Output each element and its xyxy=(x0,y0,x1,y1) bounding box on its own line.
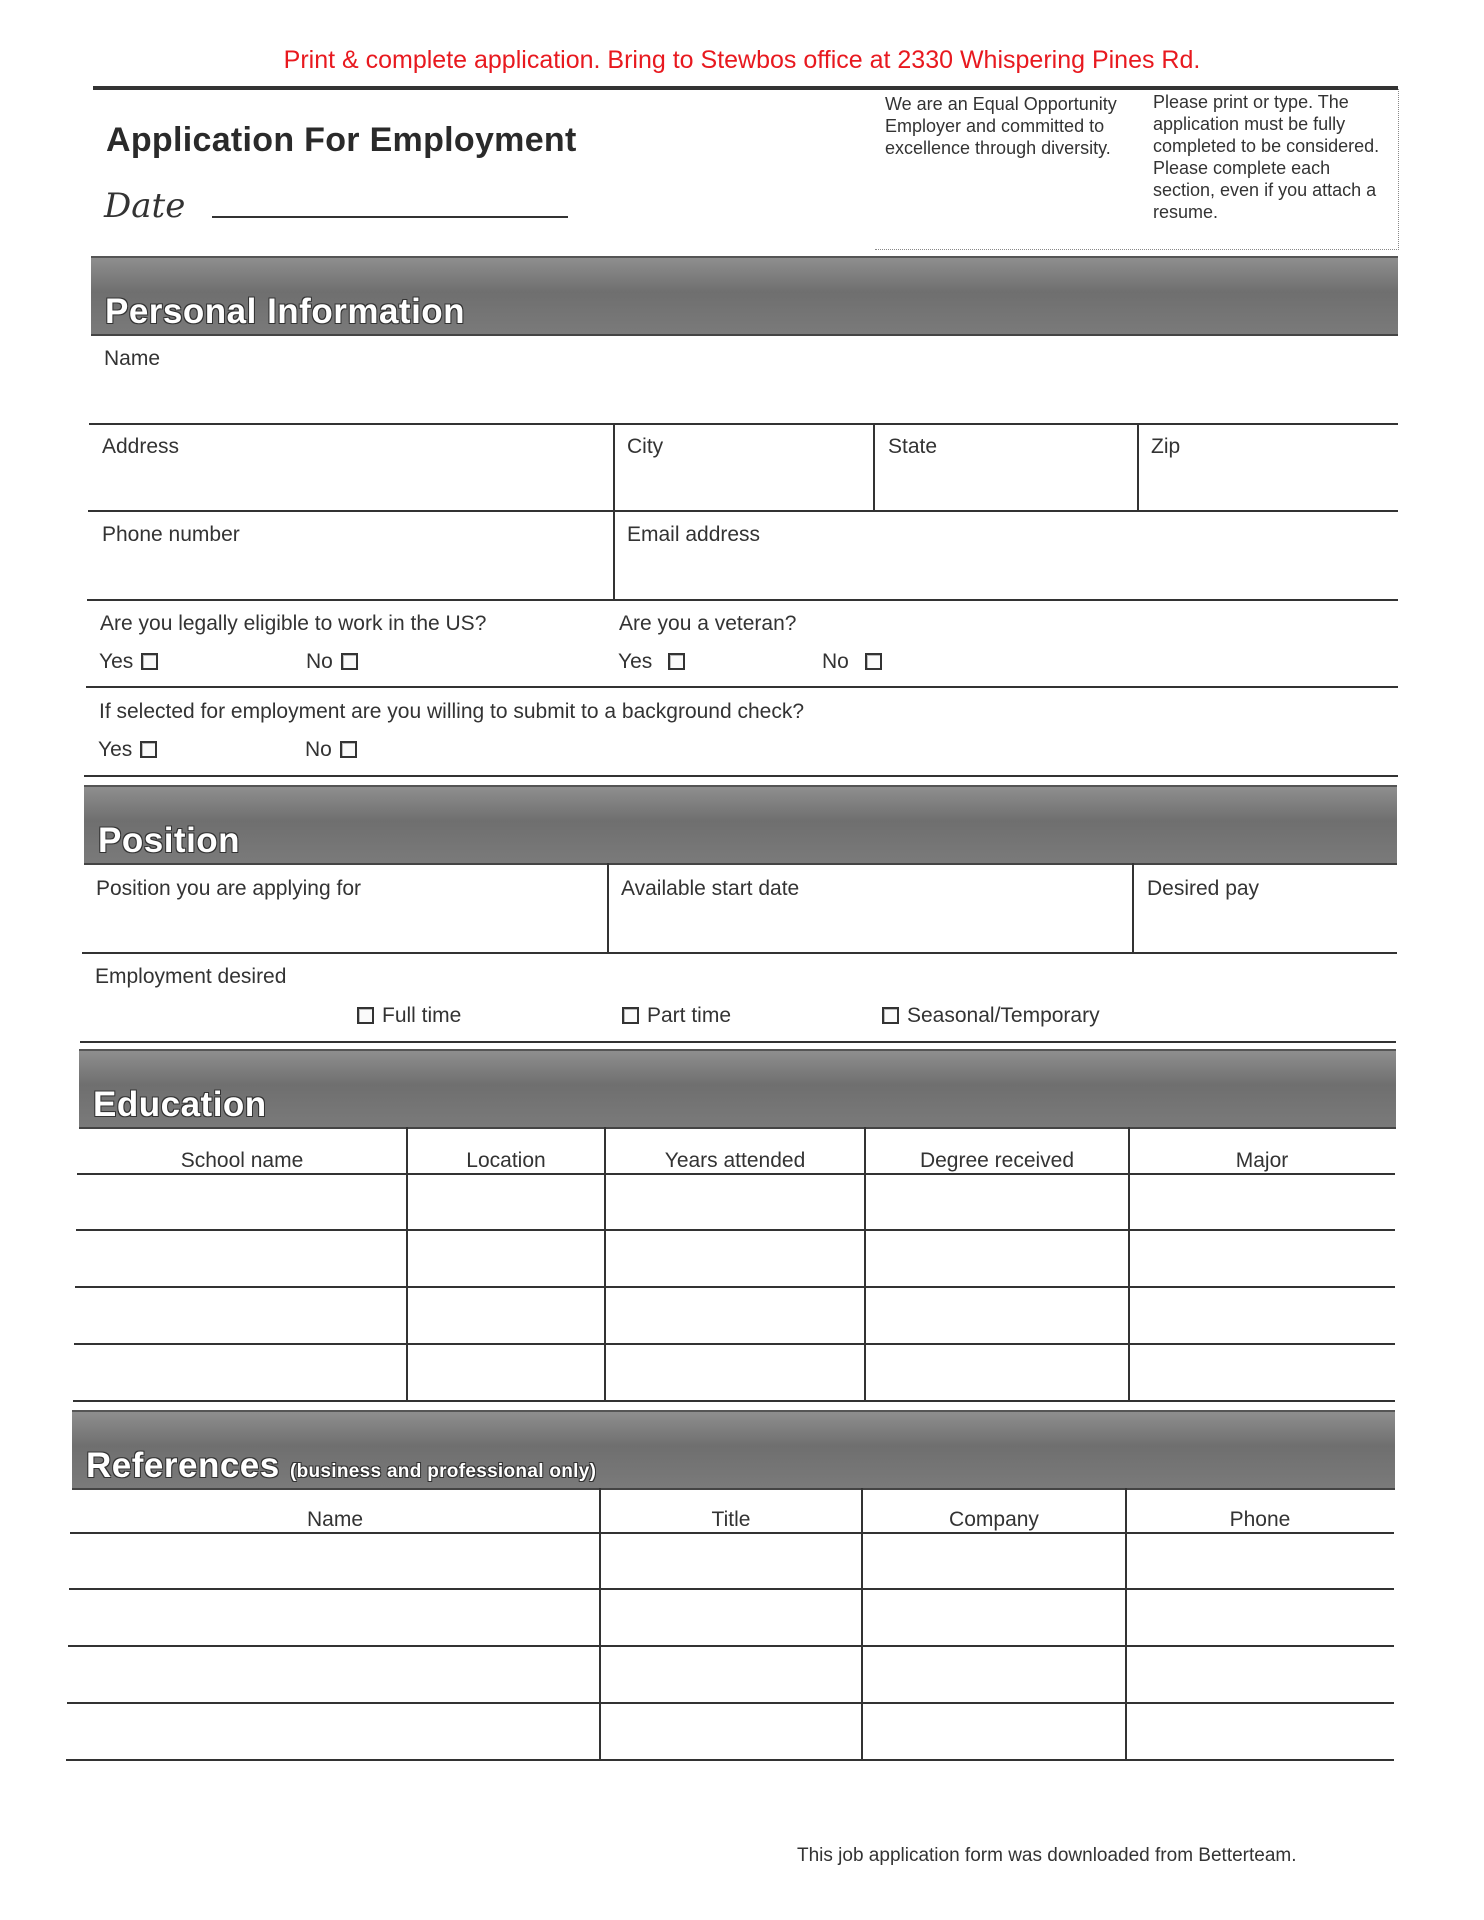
references-heading: References xyxy=(86,1446,280,1485)
yes-label: Yes xyxy=(618,650,653,673)
references-header xyxy=(72,1410,1395,1490)
divider xyxy=(607,863,609,953)
col-major: Major xyxy=(1235,1149,1289,1172)
background-no[interactable] xyxy=(305,738,357,762)
no-label: No xyxy=(306,650,333,673)
education-row-1[interactable] xyxy=(77,1175,1395,1228)
references-subheading: (business and professional only) xyxy=(289,1461,597,1482)
no-label: No xyxy=(822,650,849,673)
full-time-checkbox[interactable] xyxy=(357,1007,374,1024)
position-title: Position xyxy=(98,821,241,860)
instructions: Please print or type. The application must be fully completed to be considered. Please complete each section, even if you attach a resume. xyxy=(1153,92,1380,222)
desired-pay-field[interactable] xyxy=(1136,905,1396,949)
col-ref-company: Company xyxy=(949,1508,1039,1531)
eligible-no[interactable] xyxy=(306,650,358,674)
name-field[interactable] xyxy=(89,365,1398,423)
divider xyxy=(84,775,1398,777)
date-label: Date xyxy=(104,186,186,226)
seasonal-option[interactable] xyxy=(882,1004,1100,1028)
position-field[interactable] xyxy=(84,905,603,949)
no-label: No xyxy=(305,738,332,761)
education-row-4[interactable] xyxy=(74,1345,1395,1399)
reference-row-2[interactable] xyxy=(69,1590,1394,1644)
col-location: Location xyxy=(466,1149,546,1172)
education-title: Education xyxy=(93,1085,267,1124)
yes-label: Yes xyxy=(98,738,133,761)
part-time-checkbox[interactable] xyxy=(622,1007,639,1024)
state-field[interactable] xyxy=(877,460,1133,508)
col-ref-title: Title xyxy=(711,1508,751,1531)
phone-field[interactable] xyxy=(89,550,609,596)
state-label: State xyxy=(888,435,938,458)
zip-label: Zip xyxy=(1151,435,1181,458)
seasonal-label: Seasonal/Temporary xyxy=(907,1004,1100,1027)
eligible-yes-checkbox[interactable] xyxy=(141,653,158,670)
city-label: City xyxy=(627,435,664,458)
employment-desired-label: Employment desired xyxy=(95,965,287,988)
divider xyxy=(89,423,1398,425)
full-time-option[interactable] xyxy=(357,1004,461,1028)
col-school-name: School name xyxy=(180,1149,304,1172)
personal-info-title: Personal Information xyxy=(105,292,466,331)
date-field[interactable] xyxy=(212,216,568,218)
address-label: Address xyxy=(102,435,180,458)
background-yes[interactable] xyxy=(98,738,157,762)
divider xyxy=(80,1041,1396,1043)
divider xyxy=(1132,863,1134,953)
eeo-statement: We are an Equal Opportunity Employer and committed to excellence through diversity. xyxy=(885,94,1117,158)
divider xyxy=(82,952,1397,954)
part-time-option[interactable] xyxy=(622,1004,731,1028)
zip-field[interactable] xyxy=(1141,460,1396,508)
col-years-attended: Years attended xyxy=(664,1149,806,1172)
part-time-label: Part time xyxy=(647,1004,732,1027)
education-row-3[interactable] xyxy=(75,1288,1395,1342)
footer-note: This job application form was downloaded from Betterteam. xyxy=(797,1845,1297,1866)
divider xyxy=(86,686,1398,688)
col-ref-phone: Phone xyxy=(1229,1508,1291,1531)
print-notice: Print & complete application. Bring to Stewbos office at 2330 Whispering Pines Rd. xyxy=(283,46,1201,74)
position-applying-label: Position you are applying for xyxy=(96,877,361,900)
background-no-checkbox[interactable] xyxy=(340,741,357,758)
veteran-yes[interactable] xyxy=(618,650,685,674)
full-time-label: Full time xyxy=(382,1004,462,1027)
address-field[interactable] xyxy=(89,460,609,508)
start-date-label: Available start date xyxy=(621,877,800,900)
phone-label: Phone number xyxy=(102,523,240,546)
desired-pay-label: Desired pay xyxy=(1147,877,1260,900)
education-header xyxy=(79,1049,1396,1129)
email-field[interactable] xyxy=(617,550,1396,596)
reference-row-4[interactable] xyxy=(67,1704,1394,1758)
background-question: If selected for employment are you willing to submit to a background check? xyxy=(99,700,805,723)
yes-label: Yes xyxy=(99,650,134,673)
eligible-yes[interactable] xyxy=(99,650,158,674)
city-field[interactable] xyxy=(617,460,869,508)
seasonal-checkbox[interactable] xyxy=(882,1007,899,1024)
veteran-no-checkbox[interactable] xyxy=(865,653,882,670)
name-label: Name xyxy=(104,347,161,370)
col-ref-name: Name xyxy=(306,1508,364,1531)
form-title: Application For Employment xyxy=(106,121,577,159)
education-row-2[interactable] xyxy=(76,1231,1395,1285)
divider xyxy=(88,510,1398,512)
position-header xyxy=(84,785,1397,865)
reference-row-1[interactable] xyxy=(70,1534,1394,1587)
eligible-no-checkbox[interactable] xyxy=(341,653,358,670)
start-date-field[interactable] xyxy=(611,905,1128,949)
eligible-question: Are you legally eligible to work in the US? xyxy=(100,612,487,635)
reference-row-3[interactable] xyxy=(68,1647,1394,1701)
veteran-question: Are you a veteran? xyxy=(619,612,797,635)
veteran-no[interactable] xyxy=(822,650,882,674)
background-yes-checkbox[interactable] xyxy=(140,741,157,758)
divider xyxy=(1137,423,1139,511)
divider xyxy=(873,423,875,511)
divider xyxy=(87,599,1398,601)
table-row-divider xyxy=(73,1400,1395,1402)
table-row-divider xyxy=(66,1759,1394,1761)
email-label: Email address xyxy=(627,523,761,546)
col-degree-received: Degree received xyxy=(919,1149,1075,1172)
personal-info-header xyxy=(91,256,1398,336)
veteran-yes-checkbox[interactable] xyxy=(668,653,685,670)
references-title xyxy=(86,1446,596,1486)
